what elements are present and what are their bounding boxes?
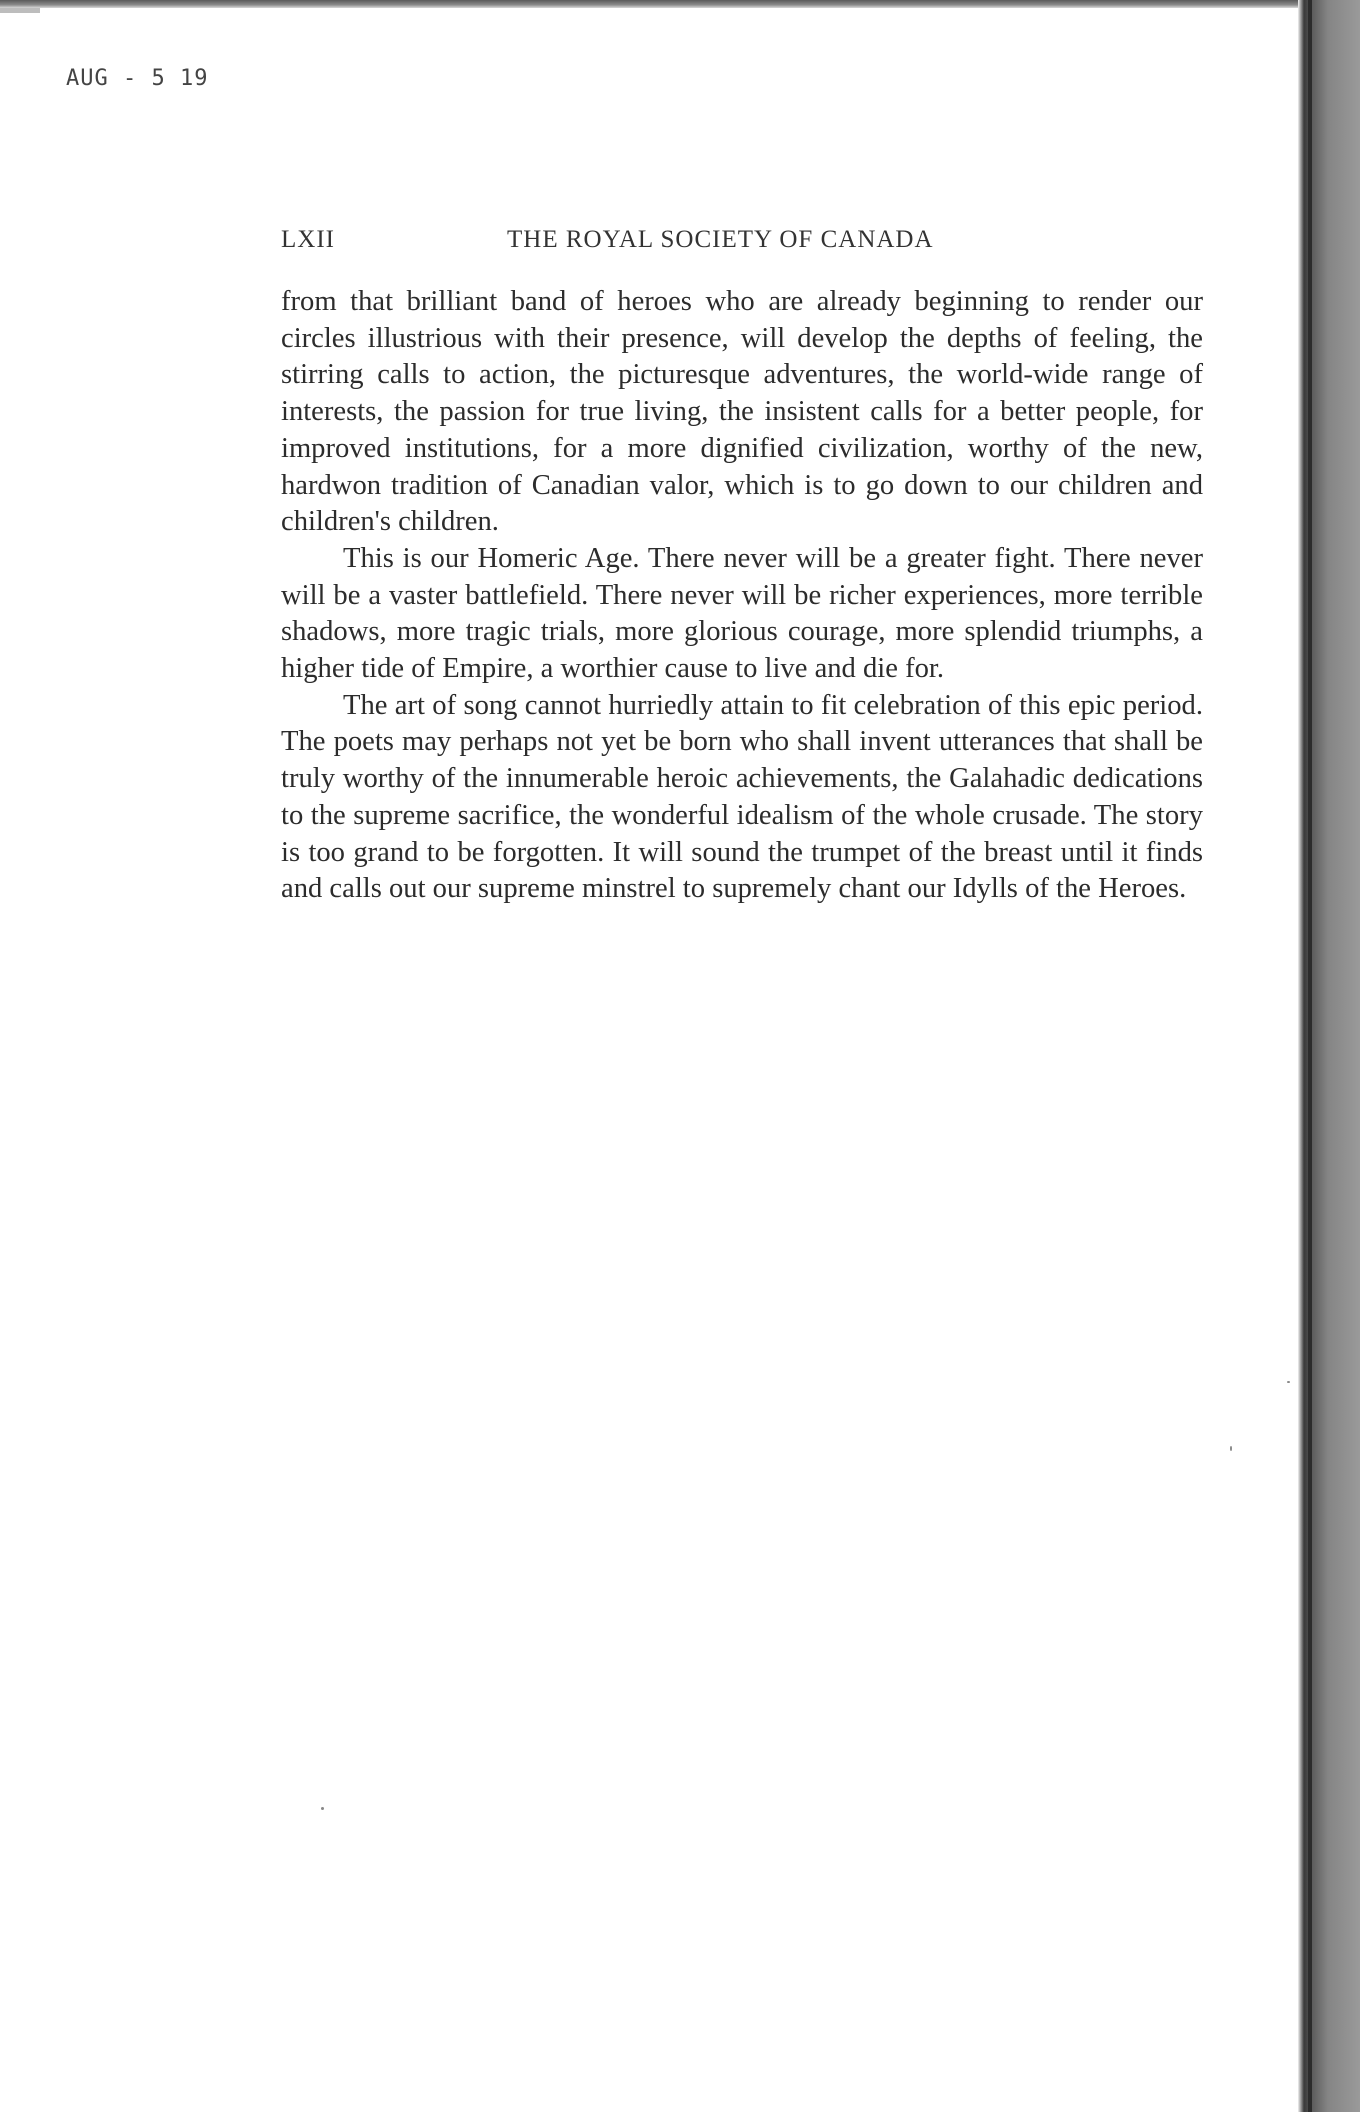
ink-speck xyxy=(1230,1446,1232,1451)
running-head xyxy=(281,226,1205,256)
paragraph: The art of song cannot hurriedly attain to fit celebration of this epic period. The poets may perhaps not yet be born who shall invent utterances that shall be truly worthy of the innumerable heroic achievements, the Galahadic dedications to the supreme sacrifice, the wonderful idealism of the whole crusade. The story is too grand to be forgotten. It will sound the trumpet of the breast until it finds and calls out our supreme minstrel to supremely chant our Idylls of the Heroes. xyxy=(281,689,1203,905)
paragraph: This is our Homeric Age. There never will be a greater fight. There never will be a vaster battlefield. There never will be richer experiences, more terrible shadows, more tragic trials, more glorious courage, more splendid triumphs, a higher tide of Empire, a worthier cause to live and die for. xyxy=(281,542,1203,685)
ink-speck xyxy=(1287,1381,1290,1383)
date-stamp: AUG - 5 19 xyxy=(66,66,209,91)
page-top-edge xyxy=(0,0,1300,8)
paragraph-continued: from that brilliant band of heroes who are already beginning to render our circles illustrious with their presence, will develop the depths of feeling, the stirring calls to action, the picturesque adventures, the world-wide range of interests, the passion for true living, the insistent calls for a better people, for improved institutions, for a more dignified civilization, worthy of the new, hardwon tradition of Canadian valor, which is to go down to our children and children's children. xyxy=(281,286,1203,538)
running-title: THE ROYAL SOCIETY OF CANADA xyxy=(507,226,934,253)
page-number: LXII xyxy=(281,226,335,253)
page-top-edge-tab xyxy=(0,8,40,13)
page-binding-line xyxy=(1308,0,1312,2112)
ink-speck xyxy=(321,1807,324,1810)
body-text xyxy=(281,284,1203,908)
